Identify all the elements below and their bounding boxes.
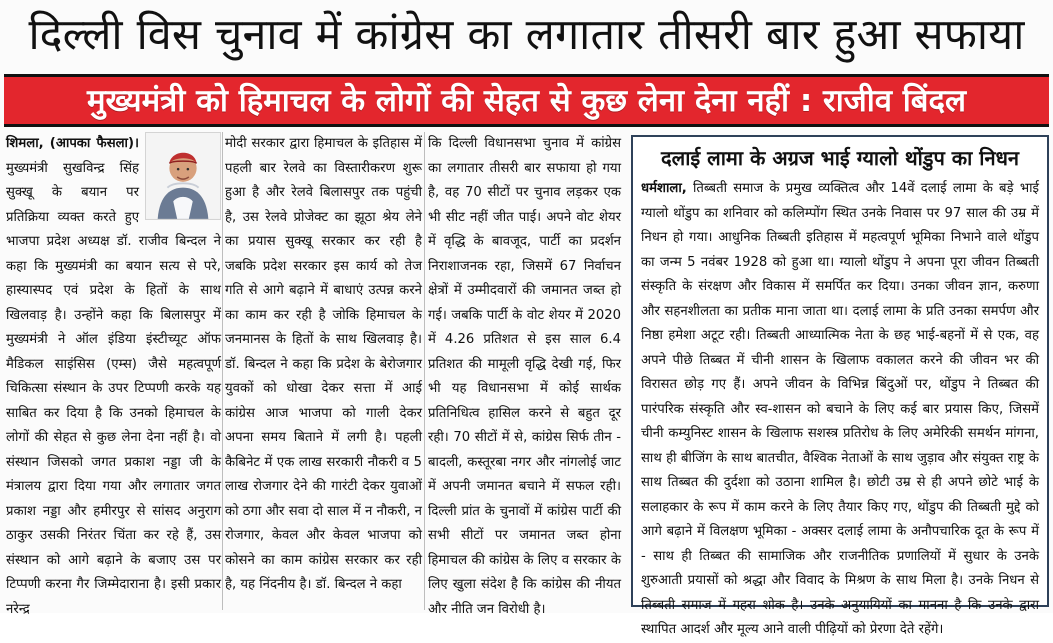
article-column-1-text <box>6 132 221 622</box>
article-column-3 <box>428 132 621 617</box>
column-divider-1 <box>222 132 223 610</box>
right-news-body <box>641 177 1039 643</box>
article-dateline: शिमला, (आपका फैसला)। <box>6 136 139 151</box>
person-photo-illustration <box>146 133 220 219</box>
article-column-3-text: कि दिल्ली विधानसभा चुनाव में कांग्रेस का लगातार तीसरी बार सफाया हो गया है, वह 70 सीटों पर चुनाव लड़कर एक भी सीट नहीं जीत पाई। अपने वोट शेयर में वृद्धि के बावजूद, पार्टी का प्रदर्शन निराशाजनक रहा, जिसमें 67 निर्वाचन क्षेत्रों में उम्मीदवारों की जमानत जब्त हो गई। जबकि पार्टी के वोट शेयर में 2020 में 4.26 प्रतिशत से इस साल 6.4 प्रतिशत की मामूली वृद्धि देखी गई, फिर भी यह विधानसभा में कोई सार्थक प्रतिनिधित्व हासिल करने से बहुत दूर रही। 70 सीटों में से, कांग्रेस सिर्फ तीन - बादली, कस्तूरबा नगर और नांगलोई जाट में अपनी जमानत बचाने में सफल रही। दिल्ली प्रांत के चुनावों में कांग्रेस पार्टी की सभी सीटों पर जमानत जब्त होना हिमाचल की कांग्रेस के लिए व सरकार के लिए खुला संदेश है कि कांग्रेस की नीयत और नीति जन विरोधी है। <box>428 136 621 617</box>
person-photo <box>145 132 221 220</box>
right-news-dateline: धर्मशाला, <box>641 181 687 196</box>
article-column-1-body: मुख्यमंत्री सुखविन्द्र सिंह सुक्खू के बयान पर प्रतिक्रिया व्यक्त करते हुए भाजपा प्रदेश अध्यक्ष डॉ. राजीव बिन्दल ने कहा कि मुख्यमंत्री का बयान सत्य से परे, हास्यास्पद एवं प्रदेश के हितों के साथ खिलवाड़ है। उन्होंने कहा कि बिलासपुर में मुख्यमंत्री ने ऑल इंडिया इंस्टीच्यूट ऑफ मैडिकल साइंसिस (एम्स) जैसे महत्वपूर्ण चिकित्सा संस्थान के उपर टिप्पणी करके यह साबित कर दिया है कि उनको हिमाचल के लोगों की सेहत से कुछ लेना देना नहीं है। वो संस्थान जिसको जगत प्रकाश नड्डा जी के मंत्रालय द्वारा दिया गया और लगातार जगत प्रकाश नड्डा और हमीरपुर से सांसद अनुराग ठाकुर उसकी निरंतर चिंता कर रहे हैं, उस संस्थान को आगे बढ़ाने के बजाए उस पर टिप्पणी करना गैर जिम्मेदाराना है। इसी प्रकार नरेन्द्र <box>6 160 221 617</box>
top-headline: दिल्ली विस चुनाव में कांग्रेस का लगातार तीसरी बार हुआ सफाया <box>28 10 1025 60</box>
banner-headline-text: मुख्यमंत्री को हिमाचल के लोगों की सेहत से कुछ लेना देना नहीं : राजीव बिंदल <box>86 82 966 119</box>
article-column-2-text: मोदी सरकार द्वारा हिमाचल के इतिहास में पहली बार रेलवे का विस्तारीकरण शुरू हुआ है और रेलवे बिलासपुर तक पहुंची है, उस रेलवे प्रोजेक्ट का झूठा श्रेय लेने का प्रयास सुक्खू सरकार कर रही है जबकि प्रदेश सरकार इस कार्य को तेज गति से आगे बढ़ाने में बाधाएं उत्पन्न करने का काम कर रही है जोकि हिमाचल के जनमानस के हितों के साथ खिलवाड़ है। डॉ. बिन्दल ने कहा कि प्रदेश के बेरोजगार युवकों को धोखा देकर सत्ता में आई कांग्रेस आज भाजपा को गाली देकर अपना समय बिताने में लगी है। पहली कैबिनेट में एक लाख सरकारी नौकरी व 5 लाख रोजगार देने की गारंटी देकर युवाओं को ठगा और सवा दो साल में न नौकरी, न रोजगार, केवल और केवल भाजपा को कोसने का काम कांग्रेस सरकार कर रही है, यह निंदनीय है। डॉ. बिन्दल ने कहा <box>225 136 422 592</box>
banner-headline <box>4 74 1049 127</box>
right-news-text: तिब्बती समाज के प्रमुख व्यक्तित्व और 14वें दलाई लामा के बड़े भाई ग्यालो थोंडुप का शनिवार को कलिम्पोंग स्थित उनके निवास पर 97 साल की उम्र में निधन हो गया। आधुनिक तिब्बती इतिहास में महत्वपूर्ण भूमिका निभाने वाले थोंडुप का जन्म 5 नवंबर 1928 को हुआ था। ग्यालो थोंडुप ने अपना पूरा जीवन तिब्बती संस्कृति के संरक्षण और विकास में समर्पित कर दिया। उनका जीवन ज्ञान, करुणा और सहनशीलता का प्रतीक माना जाता था। दलाई लामा के प्रति उनका समर्पण और निष्ठा हमेशा अटूट रही। तिब्बती आध्यात्मिक नेता के छह भाई-बहनों में से एक, वह अपने पीछे तिब्बत में चीनी शासन के खिलाफ वकालत करने की जीवन भर की विरासत छोड़ गए हैं। अपने जीवन के विभिन्न बिंदुओं पर, थोंडुप ने तिब्बत की पारंपरिक संस्कृति और स्व-शासन को बचाने के लिए कई बार प्रयास किए, जिसमें चीनी कम्युनिस्ट शासन के खिलाफ सशस्त्र प्रतिरोध के लिए अमेरिकी समर्थन मांगना, साथ ही बीजिंग के साथ बातचीत, वैश्विक नेताओं के साथ जुड़ाव और संयुक्त राष्ट्र के साथ तिब्बत की दुर्दशा को उठाना शामिल है। छोटी उम्र से ही अपने छोटे भाई के सलाहकार के रूप में काम करने के लिए तैयार किए गए, थोंडुप की तिब्बती मुद्दे को आगे बढ़ाने में विलक्षण भूमिका - अक्सर दलाई लामा के अनौपचारिक दूत के रूप में - साथ ही तिब्बत की सामाजिक और राजनीतिक प्रणालियों में सुधार के उनके शुरुआती प्रयासों को श्रद्धा और विवाद के मिश्रण के साथ मिला है। उनके निधन से तिब्बती समाज में गहरा शोक है। उनके अनुयायियों का मानना है कि उनके द्वारा स्थापित आदर्श और मूल्य आने वाली पीढ़ियों को प्रेरणा देते रहेंगे। <box>641 181 1039 637</box>
article-column-1 <box>6 132 221 617</box>
right-news-box <box>631 135 1049 637</box>
right-news-title: दलाई लामा के अग्रज भाई ग्यालो थोंडुप का निधन <box>661 146 1019 170</box>
article-column-2 <box>225 132 422 610</box>
column-divider-2 <box>424 132 425 610</box>
